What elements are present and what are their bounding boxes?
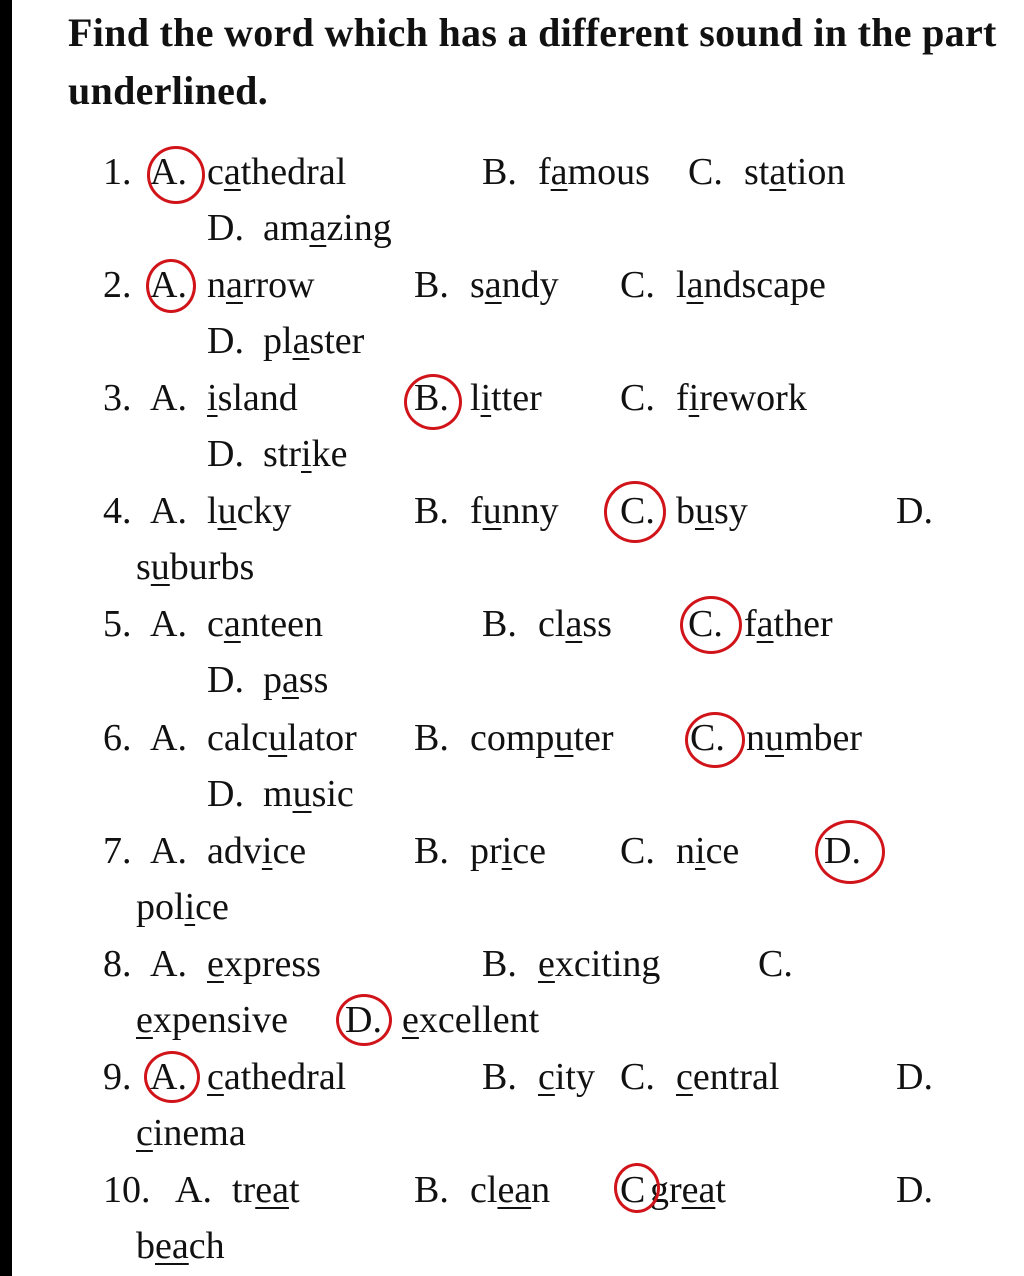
option-letter: B.: [482, 603, 517, 645]
underlined-part: u: [217, 490, 237, 532]
option-letter: B.: [414, 490, 449, 532]
option-word: [470, 263, 559, 307]
word-suffix: burbs: [169, 546, 255, 588]
word-suffix: sic: [311, 773, 354, 815]
option-word: [207, 263, 315, 307]
option-letter: C.: [688, 603, 723, 645]
word-suffix: ther: [773, 603, 833, 645]
word-suffix: entral: [692, 1056, 780, 1098]
word-prefix: l: [676, 264, 687, 306]
word-prefix: s: [136, 546, 151, 588]
option-word: [470, 829, 546, 873]
question-number: 4.: [103, 490, 132, 532]
underlined-part: i: [695, 830, 706, 872]
option-word: [538, 1055, 595, 1099]
answer-circle: [680, 596, 742, 654]
option-letter: D.: [207, 320, 244, 362]
underlined-part: a: [292, 320, 310, 362]
answer-circle: [336, 994, 392, 1046]
underlined-part: ea: [255, 1169, 289, 1211]
question-number: 7.: [103, 830, 132, 872]
underlined-part: i: [480, 377, 492, 419]
option-letter: B.: [482, 151, 517, 193]
word-prefix: b: [676, 490, 695, 532]
option-word: [263, 772, 354, 816]
option-word: [744, 602, 833, 646]
option-word: [207, 602, 323, 646]
option-word: [207, 1055, 346, 1099]
word-suffix: lator: [287, 717, 357, 759]
option-word: [207, 942, 321, 986]
option-letter: D.: [207, 433, 244, 475]
word-prefix: b: [136, 1225, 155, 1267]
word-prefix: pr: [470, 830, 502, 872]
word-prefix: cl: [470, 1169, 498, 1211]
underlined-part: e: [136, 999, 153, 1041]
underlined-part: e: [402, 999, 419, 1041]
option-word: [744, 150, 845, 194]
word-suffix: ndscape: [703, 264, 826, 306]
underlined-part: u: [554, 717, 574, 759]
underlined-part: i: [501, 830, 513, 872]
word-suffix: nteen: [240, 603, 324, 645]
answer-circle: [614, 1163, 660, 1213]
option-letter: A.: [150, 943, 187, 985]
word-suffix: thedral: [240, 151, 347, 193]
word-suffix: ch: [188, 1225, 225, 1267]
option-letter: B.: [482, 943, 517, 985]
option-word: [207, 489, 291, 533]
question-number: 2.: [103, 264, 132, 306]
answer-circle: [147, 146, 205, 204]
word-suffix: rrow: [242, 264, 315, 306]
option-letter: A.: [150, 1056, 187, 1098]
option-word: [538, 942, 660, 986]
underlined-part: u: [150, 546, 170, 588]
word-suffix: xpress: [223, 943, 321, 985]
word-prefix: pl: [263, 320, 293, 362]
option-letter: D.: [207, 659, 244, 701]
option-word: [402, 998, 539, 1042]
underlined-part: u: [765, 717, 784, 759]
option-letter: A.: [150, 264, 187, 306]
word-suffix: ce: [512, 830, 546, 872]
option-letter: C.: [690, 717, 725, 759]
underlined-part: a: [550, 151, 568, 193]
word-prefix: tr: [232, 1169, 256, 1211]
underlined-part: a: [686, 264, 704, 306]
word-suffix: ce: [272, 830, 307, 872]
option-word: [676, 829, 739, 873]
option-word: [263, 432, 347, 476]
underlined-part: ea: [497, 1169, 532, 1211]
option-letter: A.: [175, 1169, 212, 1211]
option-letter: C.: [758, 943, 793, 985]
underlined-part: e: [538, 943, 555, 985]
word-suffix: sland: [217, 377, 298, 419]
word-suffix: t: [715, 1169, 726, 1211]
question-number: 9.: [103, 1056, 132, 1098]
option-letter: B.: [414, 377, 449, 419]
option-word: [470, 1168, 550, 1212]
underlined-part: i: [184, 886, 196, 928]
word-prefix: f: [470, 490, 483, 532]
word-prefix: comp: [470, 717, 555, 759]
option-word: [263, 319, 364, 363]
word-suffix: ss: [582, 603, 612, 645]
option-letter: A.: [150, 151, 187, 193]
question-number: 10.: [103, 1169, 151, 1211]
option-letter: D.: [824, 830, 861, 872]
word-prefix: p: [263, 659, 282, 701]
option-word: [136, 998, 288, 1042]
option-letter: B.: [414, 830, 449, 872]
underlined-part: c: [136, 1112, 153, 1154]
option-word: [207, 716, 357, 760]
answer-circle: [604, 481, 666, 543]
word-prefix: pol: [136, 886, 185, 928]
word-suffix: inema: [152, 1112, 246, 1154]
option-letter: C.: [620, 490, 655, 532]
option-word: [263, 658, 328, 702]
word-suffix: mber: [784, 717, 863, 759]
underlined-part: ea: [681, 1169, 716, 1211]
word-suffix: xcellent: [418, 999, 540, 1041]
word-prefix: calc: [207, 717, 269, 759]
word-suffix: tion: [786, 151, 846, 193]
underlined-part: a: [282, 659, 299, 701]
question-number: 8.: [103, 943, 132, 985]
option-word: [676, 376, 807, 420]
word-prefix: c: [207, 603, 224, 645]
word-prefix: n: [676, 830, 695, 872]
answer-circle: [146, 259, 196, 313]
option-word: [538, 150, 650, 194]
underlined-part: i: [207, 377, 218, 419]
option-letter: B.: [414, 717, 449, 759]
word-suffix: ce: [195, 886, 229, 928]
option-letter: A.: [150, 830, 187, 872]
underlined-part: e: [207, 943, 224, 985]
answer-circle: [815, 820, 885, 884]
word-suffix: ce: [705, 830, 740, 872]
option-letter: C.: [620, 1056, 655, 1098]
left-edge-bar: [0, 0, 12, 1276]
word-suffix: t: [288, 1169, 300, 1211]
word-suffix: ndy: [501, 264, 559, 306]
answer-circle: [404, 374, 462, 430]
underlined-part: a: [223, 151, 241, 193]
option-letter: B.: [414, 264, 449, 306]
option-word: [746, 716, 862, 760]
word-prefix: adv: [207, 830, 262, 872]
option-word: [470, 489, 559, 533]
word-suffix: mous: [567, 151, 650, 193]
question-number: 5.: [103, 603, 132, 645]
option-letter: C: [620, 1169, 646, 1211]
option-word: [207, 829, 306, 873]
underlined-part: u: [292, 773, 312, 815]
option-word: [207, 376, 298, 420]
word-suffix: athedral: [223, 1056, 347, 1098]
option-letter: D.: [207, 207, 244, 249]
option-letter: C.: [620, 377, 655, 419]
option-word: [136, 545, 254, 589]
word-prefix: c: [207, 151, 224, 193]
word-suffix: tter: [491, 377, 542, 419]
word-prefix: l: [470, 377, 481, 419]
word-prefix: f: [744, 603, 757, 645]
option-letter: A.: [150, 490, 187, 532]
option-letter: A.: [150, 603, 187, 645]
option-word: [263, 206, 392, 250]
word-suffix: nny: [501, 490, 559, 532]
option-letter: C.: [620, 264, 655, 306]
word-prefix: cl: [538, 603, 566, 645]
exercise-title: Find the word which has a different sound in the part underlined.: [68, 10, 997, 113]
underlined-part: a: [565, 603, 583, 645]
underlined-part: a: [223, 603, 241, 645]
word-prefix: n: [746, 717, 765, 759]
word-suffix: ss: [298, 659, 329, 701]
question-number: 3.: [103, 377, 132, 419]
option-word: [136, 1224, 225, 1268]
option-letter: B.: [414, 1169, 449, 1211]
word-suffix: n: [531, 1169, 551, 1211]
word-suffix: ter: [573, 717, 614, 759]
option-letter: A.: [150, 377, 187, 419]
underlined-part: c: [676, 1056, 693, 1098]
word-prefix: l: [207, 490, 218, 532]
option-letter: D.: [345, 999, 382, 1041]
underlined-part: a: [484, 264, 502, 306]
option-letter: C.: [688, 151, 723, 193]
option-letter: D.: [896, 490, 933, 532]
option-word: [650, 1168, 726, 1212]
word-suffix: sy: [714, 490, 748, 532]
word-suffix: xpensive: [152, 999, 288, 1041]
word-prefix: n: [207, 264, 226, 306]
underlined-part: a: [226, 264, 243, 306]
option-letter: B.: [482, 1056, 517, 1098]
question-number: 1.: [103, 151, 132, 193]
option-letter: D.: [896, 1056, 933, 1098]
word-suffix: zing: [326, 207, 392, 249]
underlined-part: a: [756, 603, 774, 645]
word-prefix: str: [263, 433, 301, 475]
underlined-part: u: [695, 490, 714, 532]
option-letter: A.: [150, 717, 187, 759]
option-word: [470, 716, 614, 760]
underlined-part: i: [301, 433, 312, 475]
underlined-part: c: [207, 1056, 224, 1098]
underlined-part: a: [309, 207, 327, 249]
answer-circle: [685, 712, 745, 768]
underlined-part: u: [268, 717, 288, 759]
word-suffix: xciting: [554, 943, 661, 985]
option-word: [136, 885, 229, 929]
question-number: 6.: [103, 717, 132, 759]
underlined-part: ea: [155, 1225, 189, 1267]
word-prefix: gr: [650, 1169, 682, 1211]
word-prefix: am: [263, 207, 310, 249]
underlined-part: i: [261, 830, 273, 872]
word-suffix: rework: [699, 377, 807, 419]
word-suffix: ke: [311, 433, 348, 475]
word-prefix: s: [470, 264, 485, 306]
option-letter: C.: [620, 830, 655, 872]
underlined-part: u: [482, 490, 502, 532]
word-prefix: m: [263, 773, 293, 815]
option-word: [470, 376, 542, 420]
answer-circle: [144, 1051, 200, 1103]
word-suffix: ity: [554, 1056, 595, 1098]
option-word: [232, 1168, 300, 1212]
option-letter: D.: [207, 773, 244, 815]
word-suffix: cky: [236, 490, 292, 532]
option-word: [676, 1055, 779, 1099]
underlined-part: i: [688, 377, 700, 419]
word-suffix: ster: [309, 320, 365, 362]
word-prefix: f: [538, 151, 551, 193]
option-word: [676, 489, 748, 533]
option-word: [136, 1111, 246, 1155]
underlined-part: a: [769, 151, 787, 193]
word-prefix: st: [744, 151, 770, 193]
word-prefix: f: [676, 377, 689, 419]
underlined-part: c: [538, 1056, 555, 1098]
option-word: [207, 150, 346, 194]
option-letter: D.: [896, 1169, 933, 1211]
option-word: [676, 263, 826, 307]
option-word: [538, 602, 612, 646]
